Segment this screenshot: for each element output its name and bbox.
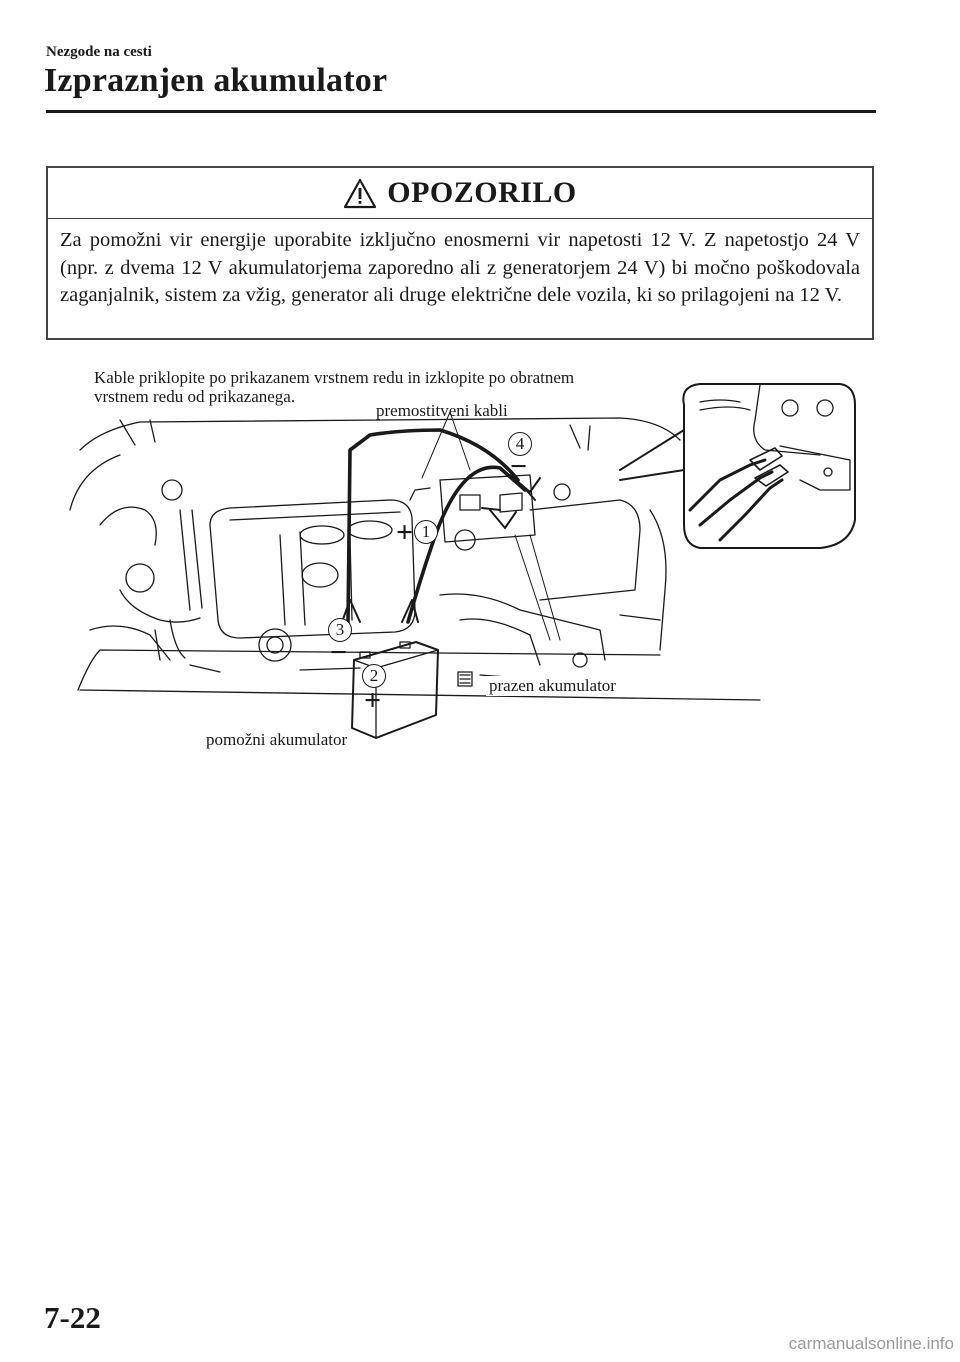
jump-start-figure	[60, 360, 860, 760]
minus-sign-dead: −	[510, 450, 528, 483]
page-title: Izpraznjen akumulator	[44, 62, 388, 99]
title-rule	[46, 110, 876, 113]
step-number-2: 2	[362, 664, 386, 688]
warning-box	[46, 166, 874, 340]
watermark: carmanualsonline.info	[788, 1334, 954, 1353]
section-header: Nezgode na cesti	[46, 44, 152, 60]
instruction-line-2: vrstnem redu od prikazanega.	[94, 387, 296, 406]
page-number: 7-22	[44, 1300, 101, 1335]
warning-triangle-icon	[343, 178, 377, 209]
booster-battery-label: pomožni akumulator	[206, 730, 348, 749]
cables-label: premostitveni kabli	[376, 401, 508, 420]
step-number-3: 3	[328, 618, 352, 642]
dead-battery-label: prazen akumulator	[486, 676, 619, 696]
warning-heading: OPOZORILO	[387, 176, 577, 209]
plus-sign-dead: +	[396, 516, 414, 549]
warning-header	[48, 168, 872, 219]
warning-text: Za pomožni vir energije uporabite izključno enosmerni vir napetosti 12 V. Z napetostjo 24 V (npr. z dvema 12 V akumulatorjema zaporedno ali z generatorjem 24 V) bi močno poškodovala zaganjalnik, sistem za vžig, generator ali druge električne dele vozila, ki so prilagojeni na 12 V.	[60, 229, 860, 306]
step-number-4: 4	[508, 432, 532, 456]
minus-sign-booster: −	[330, 636, 348, 669]
plus-sign-booster: +	[364, 684, 382, 717]
step-number-1: 1	[414, 520, 438, 544]
instruction-line-1: Kable priklopite po prikazanem vrstnem redu in izklopite po obratnem	[94, 368, 575, 387]
